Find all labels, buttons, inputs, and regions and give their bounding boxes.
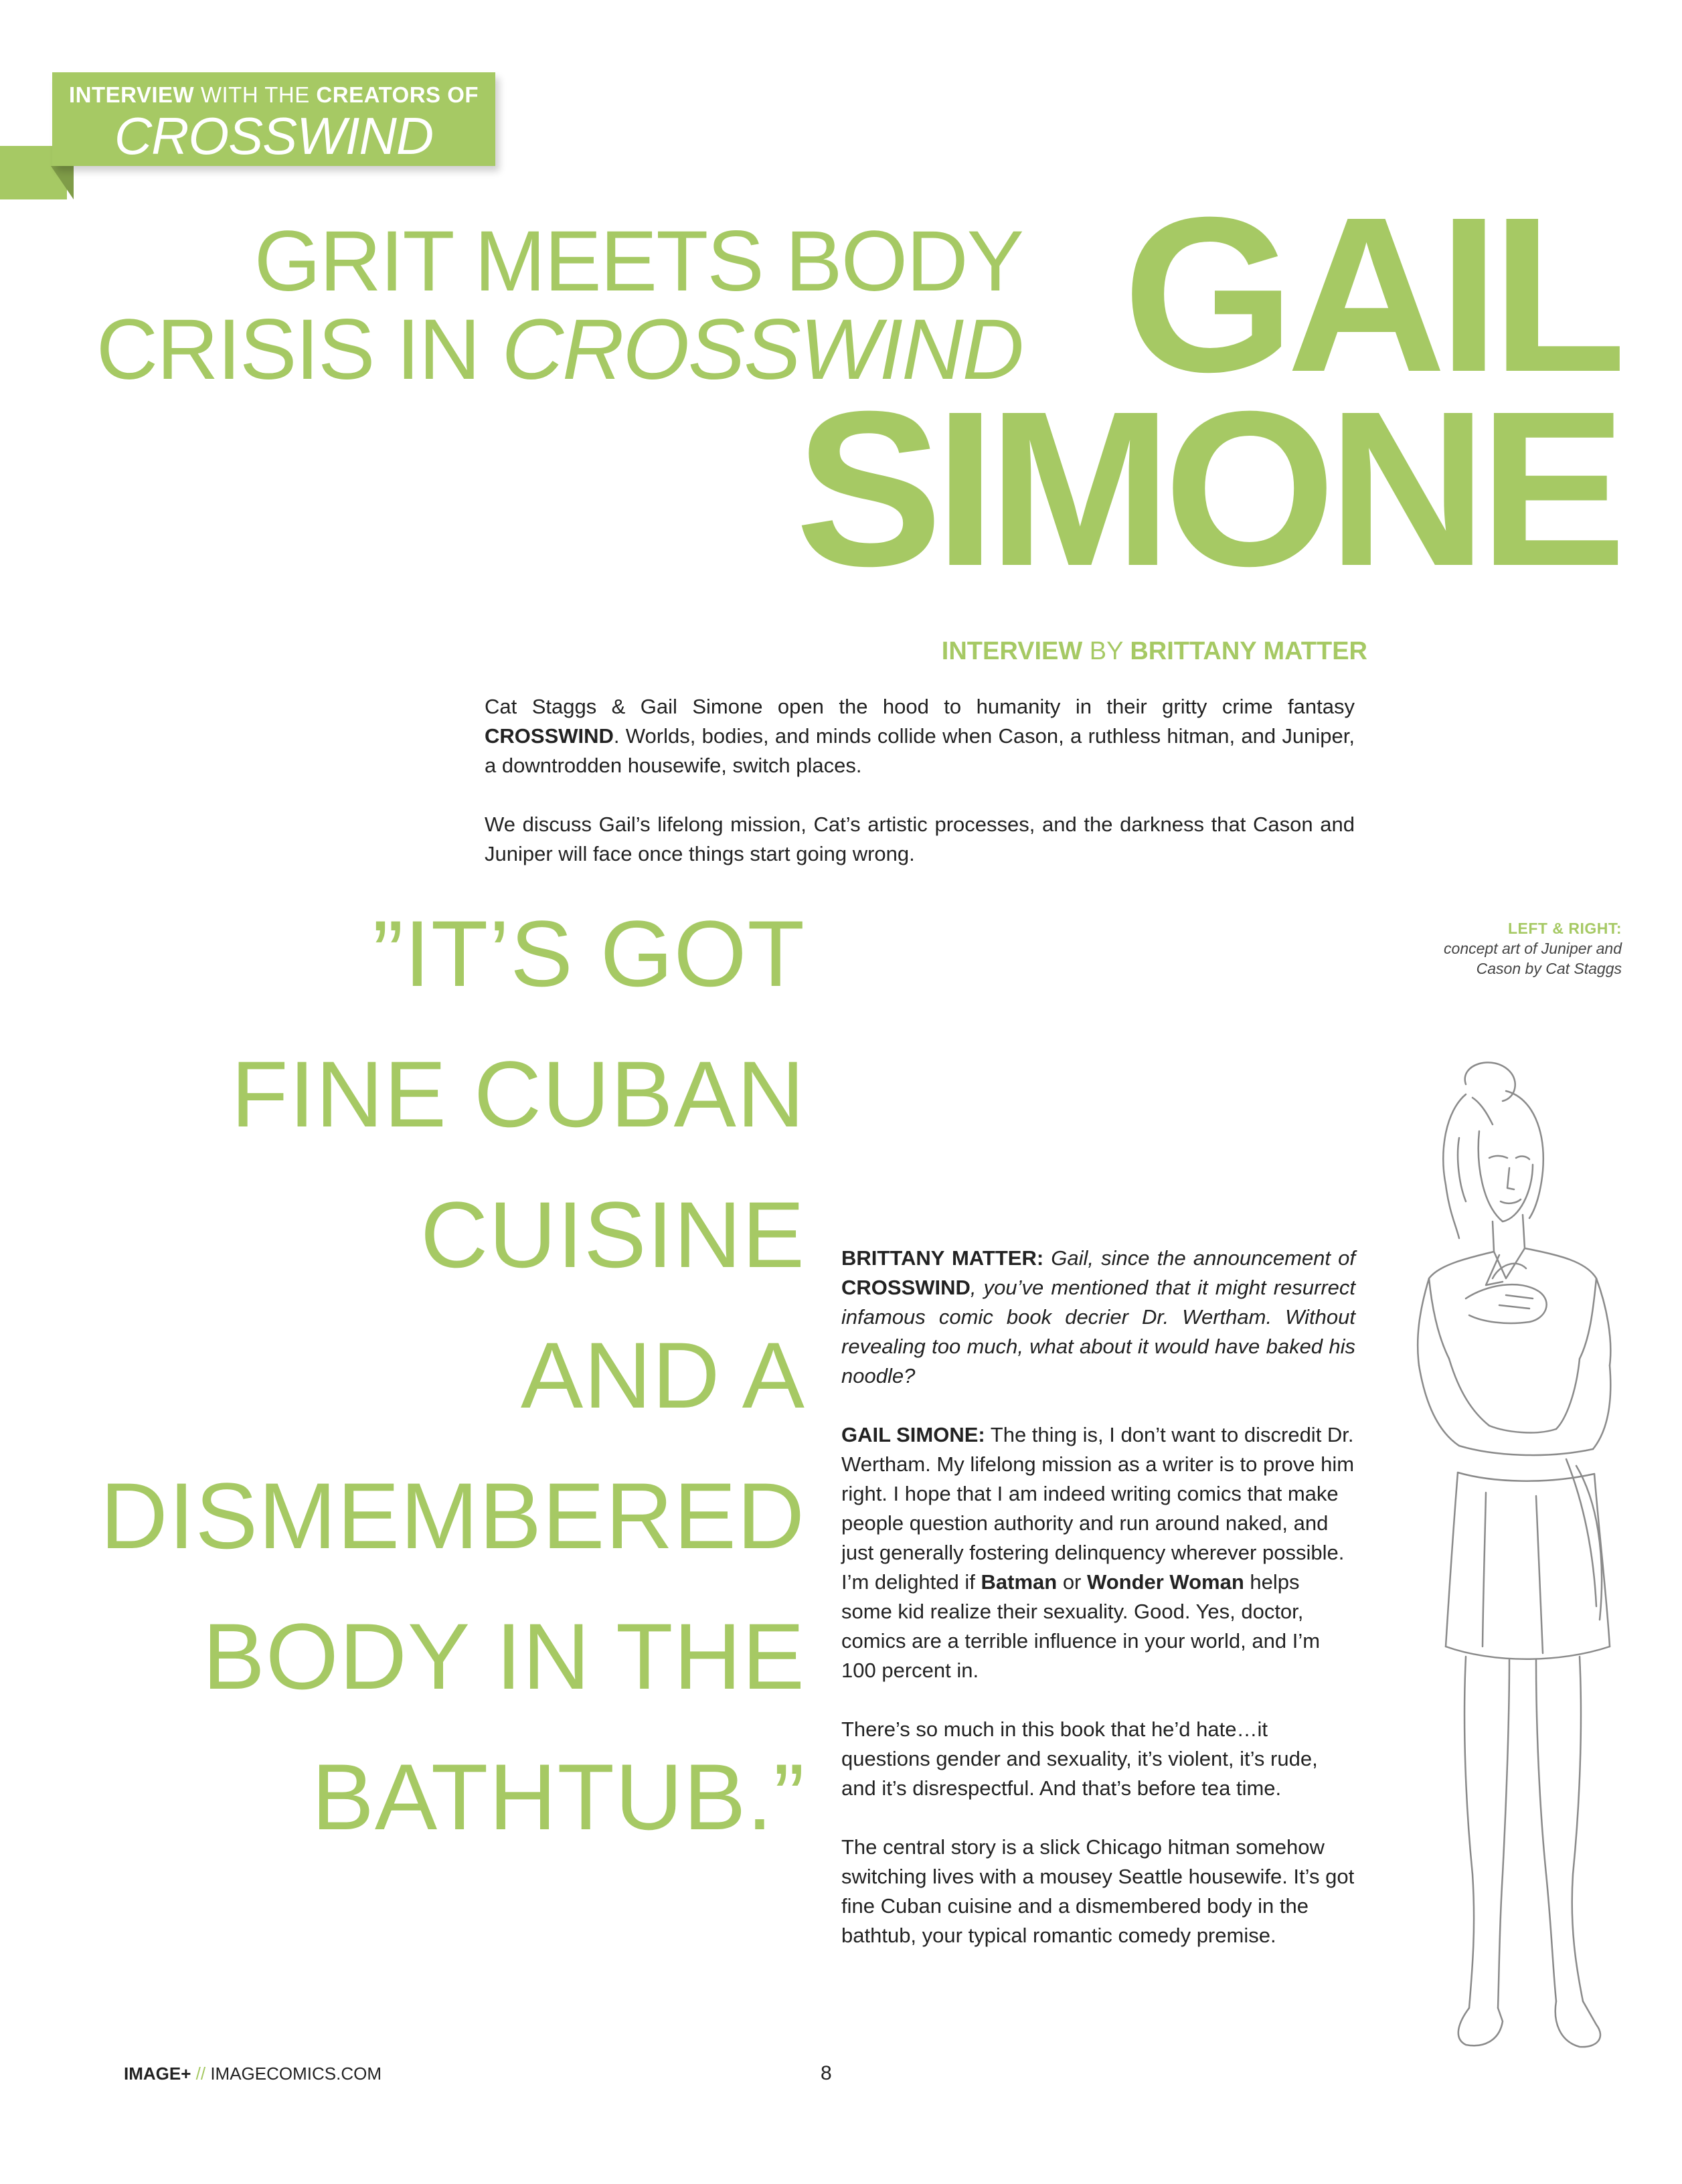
banner-title: CROSSWIND bbox=[114, 106, 434, 165]
pull-quote-line: FINE CUBAN bbox=[231, 1041, 805, 1147]
page-number: 8 bbox=[821, 2062, 832, 2084]
pull-quote-line: CUISINE bbox=[420, 1182, 805, 1287]
intro-paragraph-2: We discuss Gail’s lifelong mission, Cat’s artistic processes, and the darkness that Cason and Juniper will face once things start going wrong. bbox=[485, 813, 1355, 865]
question-1: BRITTANY MATTER: Gail, since the announcement of CROSSWIND, you’ve mentioned that it might resurrect infamous comic book decrier Dr. Wertham. Without revealing too much, what about it would have baked his noodle? bbox=[841, 1246, 1355, 1388]
headline-name-first: GAIL bbox=[1122, 171, 1618, 418]
pull-quote-line: BATHTUB.” bbox=[311, 1744, 805, 1849]
intro-paragraph-1: Cat Staggs & Gail Simone open the hood to humanity in their gritty crime fantasy CROSSWIND. Worlds, bodies, and minds collide when Cason, a ruthless hitman, and Juniper, a downtrodden housewife, switch places. bbox=[485, 695, 1355, 777]
concept-art-sketch bbox=[1365, 1058, 1660, 2075]
answer-3: The central story is a slick Chicago hitman somehow switching lives with a mousey Seattle housewife. It’s got fine Cuban cuisine and a dismembered body in the bathtub, your typical romantic comedy premise. bbox=[841, 1835, 1355, 1947]
pull-quote-line: AND A bbox=[520, 1323, 805, 1428]
caption-label: LEFT & RIGHT: bbox=[1507, 920, 1622, 937]
pull-quote bbox=[2, 884, 805, 1867]
image-caption bbox=[1444, 918, 1622, 979]
banner-kicker: INTERVIEW WITH THE CREATORS OF bbox=[68, 82, 479, 107]
byline: INTERVIEW BY BRITTANY MATTER bbox=[941, 637, 1367, 665]
headline-name-last: SIMONE bbox=[795, 365, 1618, 612]
pull-quote-line: ”IT’S GOT bbox=[372, 901, 805, 1006]
footer-brand: IMAGE+ // IMAGECOMICS.COM bbox=[124, 2064, 382, 2084]
answer-1: GAIL SIMONE: The thing is, I don’t want to discredit Dr. Wertham. My lifelong mission as a writer is to prove him right. I hope that I am indeed writing comics that make people question authority and run around naked, and just generally fostering delinquency wherever possible. I’m delighted if Batman or Wonder Woman helps some kid realize their sexuality. Good. Yes, doctor, comics are a terrible influence in your world, and I’m 100 percent in. bbox=[841, 1423, 1355, 1682]
caption-text: concept art of Juniper and Cason by Cat Staggs bbox=[1444, 940, 1622, 977]
headline-subhead: GRIT MEETS BODY CRISIS IN CROSSWIND bbox=[96, 214, 1023, 398]
pull-quote-line: BODY IN THE bbox=[202, 1604, 805, 1709]
section-banner bbox=[52, 72, 495, 166]
banner-ribbon-fold bbox=[51, 166, 74, 199]
answer-2: There’s so much in this book that he’d hate…it questions gender and sexuality, it’s violent, it’s rude, and it’s disrespectful. And that’s before tea time. bbox=[841, 1717, 1318, 1800]
interview-body bbox=[841, 1244, 1355, 1980]
pull-quote-line: DISMEMBERED bbox=[100, 1463, 805, 1568]
